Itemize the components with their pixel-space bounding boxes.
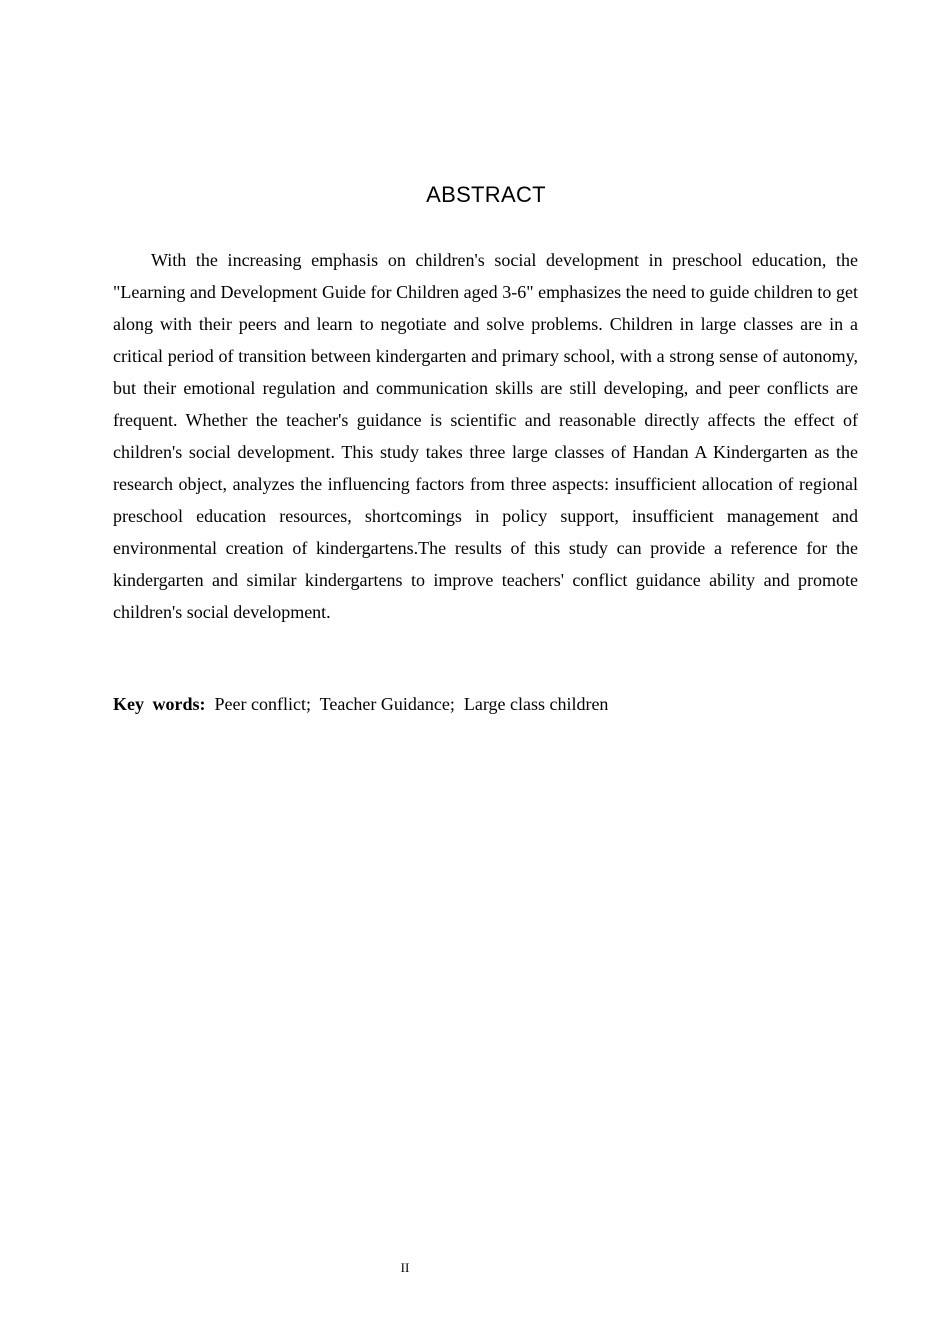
abstract-title: ABSTRACT [426,182,546,207]
keyword-item: Teacher Guidance; [319,694,455,714]
keywords-label: Key words: [113,694,206,714]
keyword-item: Peer conflict; [214,694,311,714]
keyword-item: Large class children [463,694,609,714]
keywords-line [113,688,858,720]
abstract-body: With the increasing emphasis on children's social development in preschool education, the "Learning and Development Guide for Children aged 3-6" emphasizes the need to guide children to get along with their peers and learn to negotiate and solve problems. Children in large classes are in a critical period of transition between kindergarten and primary school, with a strong sense of autonomy, but their emotional regulation and communication skills are still developing, and peer conflicts are frequent. Whether the teacher's guidance is scientific and reasonable directly affects the effect of children's social development. This study takes three large classes of Handan A Kindergarten as the research object, analyzes the influencing factors from three aspects: insufficient allocation of regional preschool education resources, shortcomings in policy support, insufficient management and environmental creation of kindergartens.The results of this study can provide a reference for the kindergarten and similar kindergartens to improve teachers' conflict guidance ability and promote children's social development. [113,250,858,622]
page-number: II [400,1260,410,1275]
